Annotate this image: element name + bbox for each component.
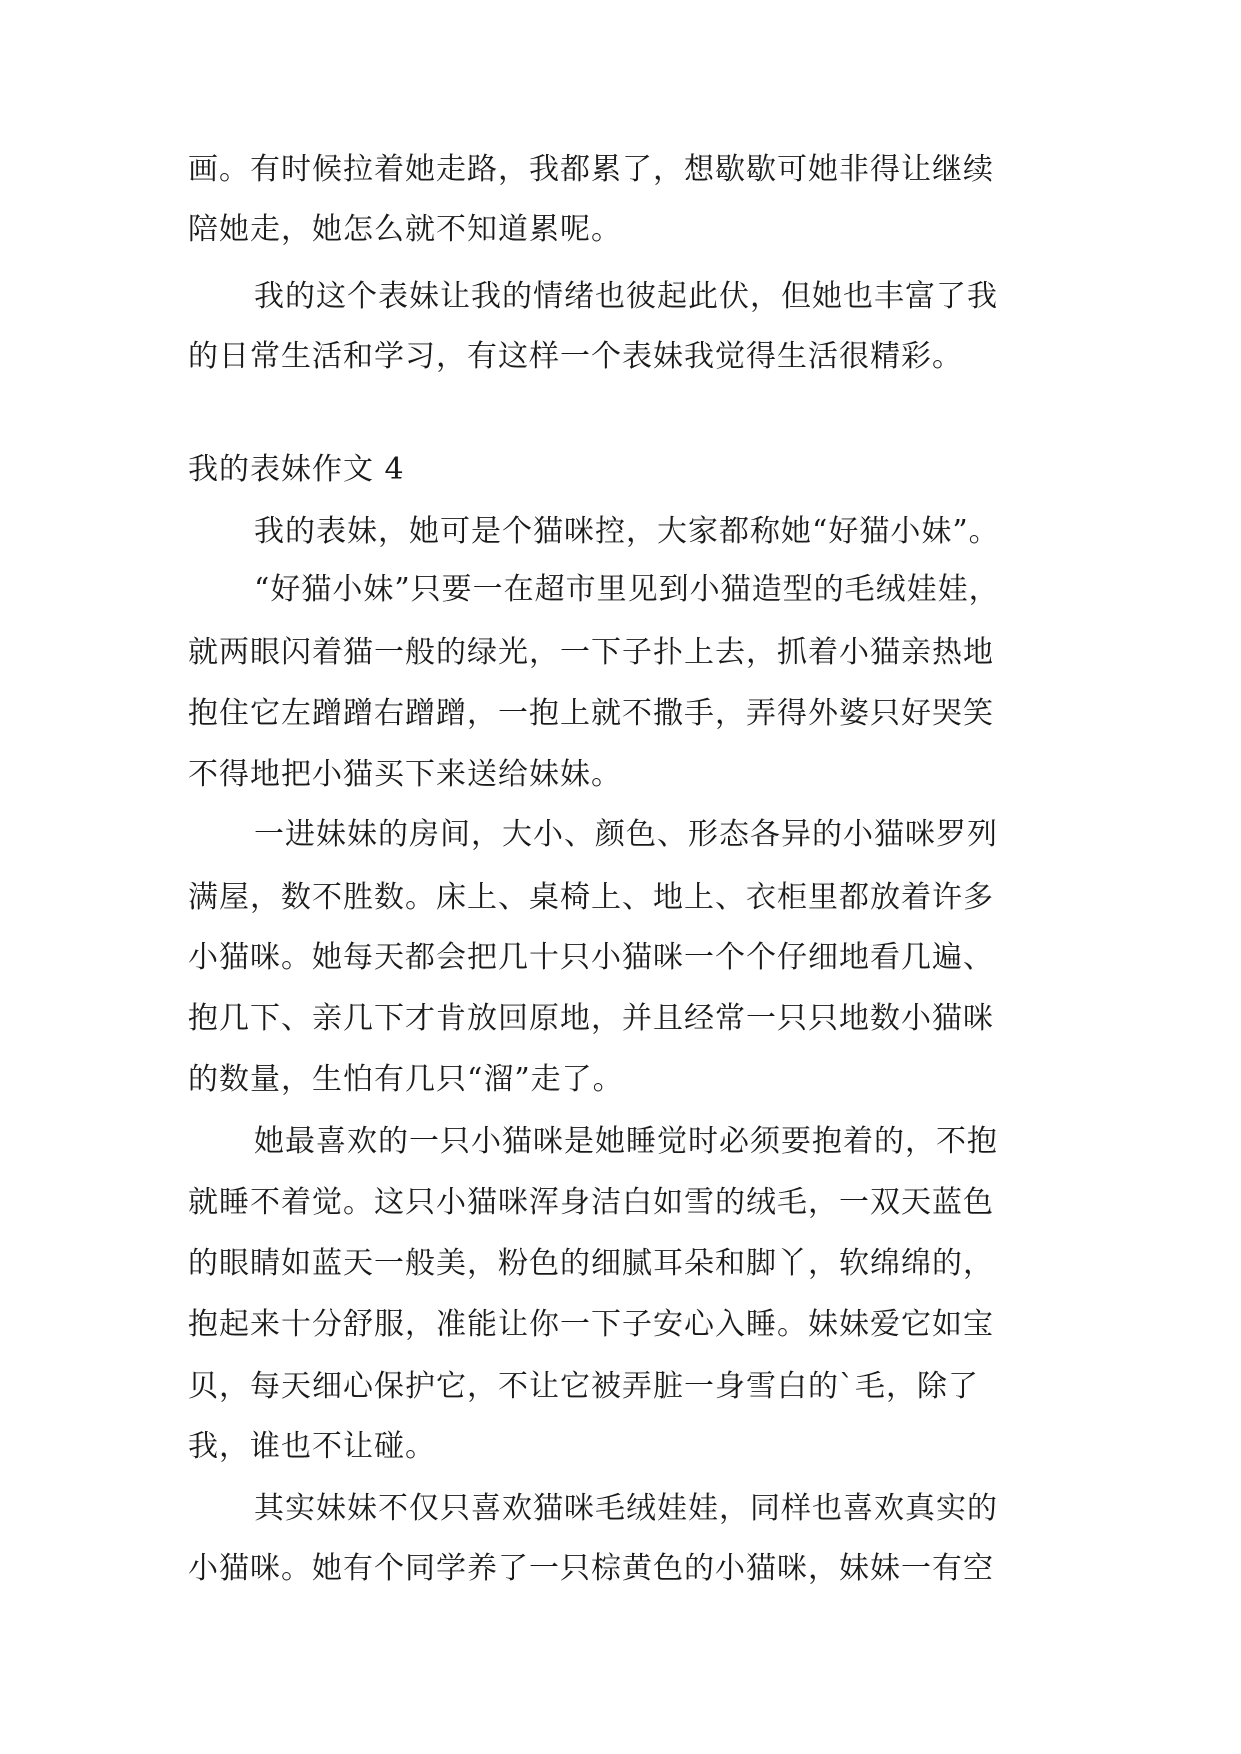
text-line: 抱几下、亲几下才肯放回原地，并且经常一只只地数小猫咪: [188, 1001, 994, 1036]
text-line: 她最喜欢的一只小猫咪是她睡觉时必须要抱着的，不抱: [254, 1124, 998, 1159]
text-line: 贝，每天细心保护它，不让它被弄脏一身雪白的`毛，除了: [188, 1369, 979, 1404]
text-line: 其实妹妹不仅只喜欢猫咪毛绒娃娃，同样也喜欢真实的: [254, 1491, 998, 1526]
section-heading: 我的表妹作文 4: [188, 452, 405, 487]
text-line: 的数量，生怕有几只“溜”走了。: [188, 1062, 624, 1097]
text-line: 抱住它左蹭蹭右蹭蹭，一抱上就不撒手，弄得外婆只好哭笑: [188, 696, 994, 731]
text-line: 我的这个表妹让我的情绪也彼起此伏，但她也丰富了我: [254, 279, 998, 314]
text-line: 的日常生活和学习，有这样一个表妹我觉得生活很精彩。: [188, 339, 963, 374]
text-line: 满屋，数不胜数。床上、桌椅上、地上、衣柜里都放着许多: [188, 880, 994, 915]
text-line: 陪她走，她怎么就不知道累呢。: [188, 212, 622, 247]
text-line: 我的表妹，她可是个猫咪控，大家都称她“好猫小妹”。: [254, 514, 1000, 549]
text-line: 一进妹妹的房间，大小、颜色、形态各异的小猫咪罗列: [254, 817, 998, 852]
text-line: 画。有时候拉着她走路，我都累了，想歇歇可她非得让继续: [188, 152, 994, 187]
text-line: 我，谁也不让碰。: [188, 1429, 436, 1464]
text-line: 抱起来十分舒服，准能让你一下子安心入睡。妹妹爱它如宝: [188, 1307, 994, 1342]
text-line: 就睡不着觉。这只小猫咪浑身洁白如雪的绒毛，一双天蓝色: [188, 1185, 994, 1220]
text-line: 的眼睛如蓝天一般美，粉色的细腻耳朵和脚丫，软绵绵的，: [188, 1246, 994, 1281]
text-line: 就两眼闪着猫一般的绿光，一下子扑上去，抓着小猫亲热地: [188, 635, 994, 670]
text-line: “好猫小妹”只要一在超市里见到小猫造型的毛绒娃娃，: [254, 572, 1000, 607]
text-line: 小猫咪。她每天都会把几十只小猫咪一个个仔细地看几遍、: [188, 940, 994, 975]
text-line: 不得地把小猫买下来送给妹妹。: [188, 757, 622, 792]
text-line: 小猫咪。她有个同学养了一只棕黄色的小猫咪，妹妹一有空: [188, 1551, 994, 1586]
